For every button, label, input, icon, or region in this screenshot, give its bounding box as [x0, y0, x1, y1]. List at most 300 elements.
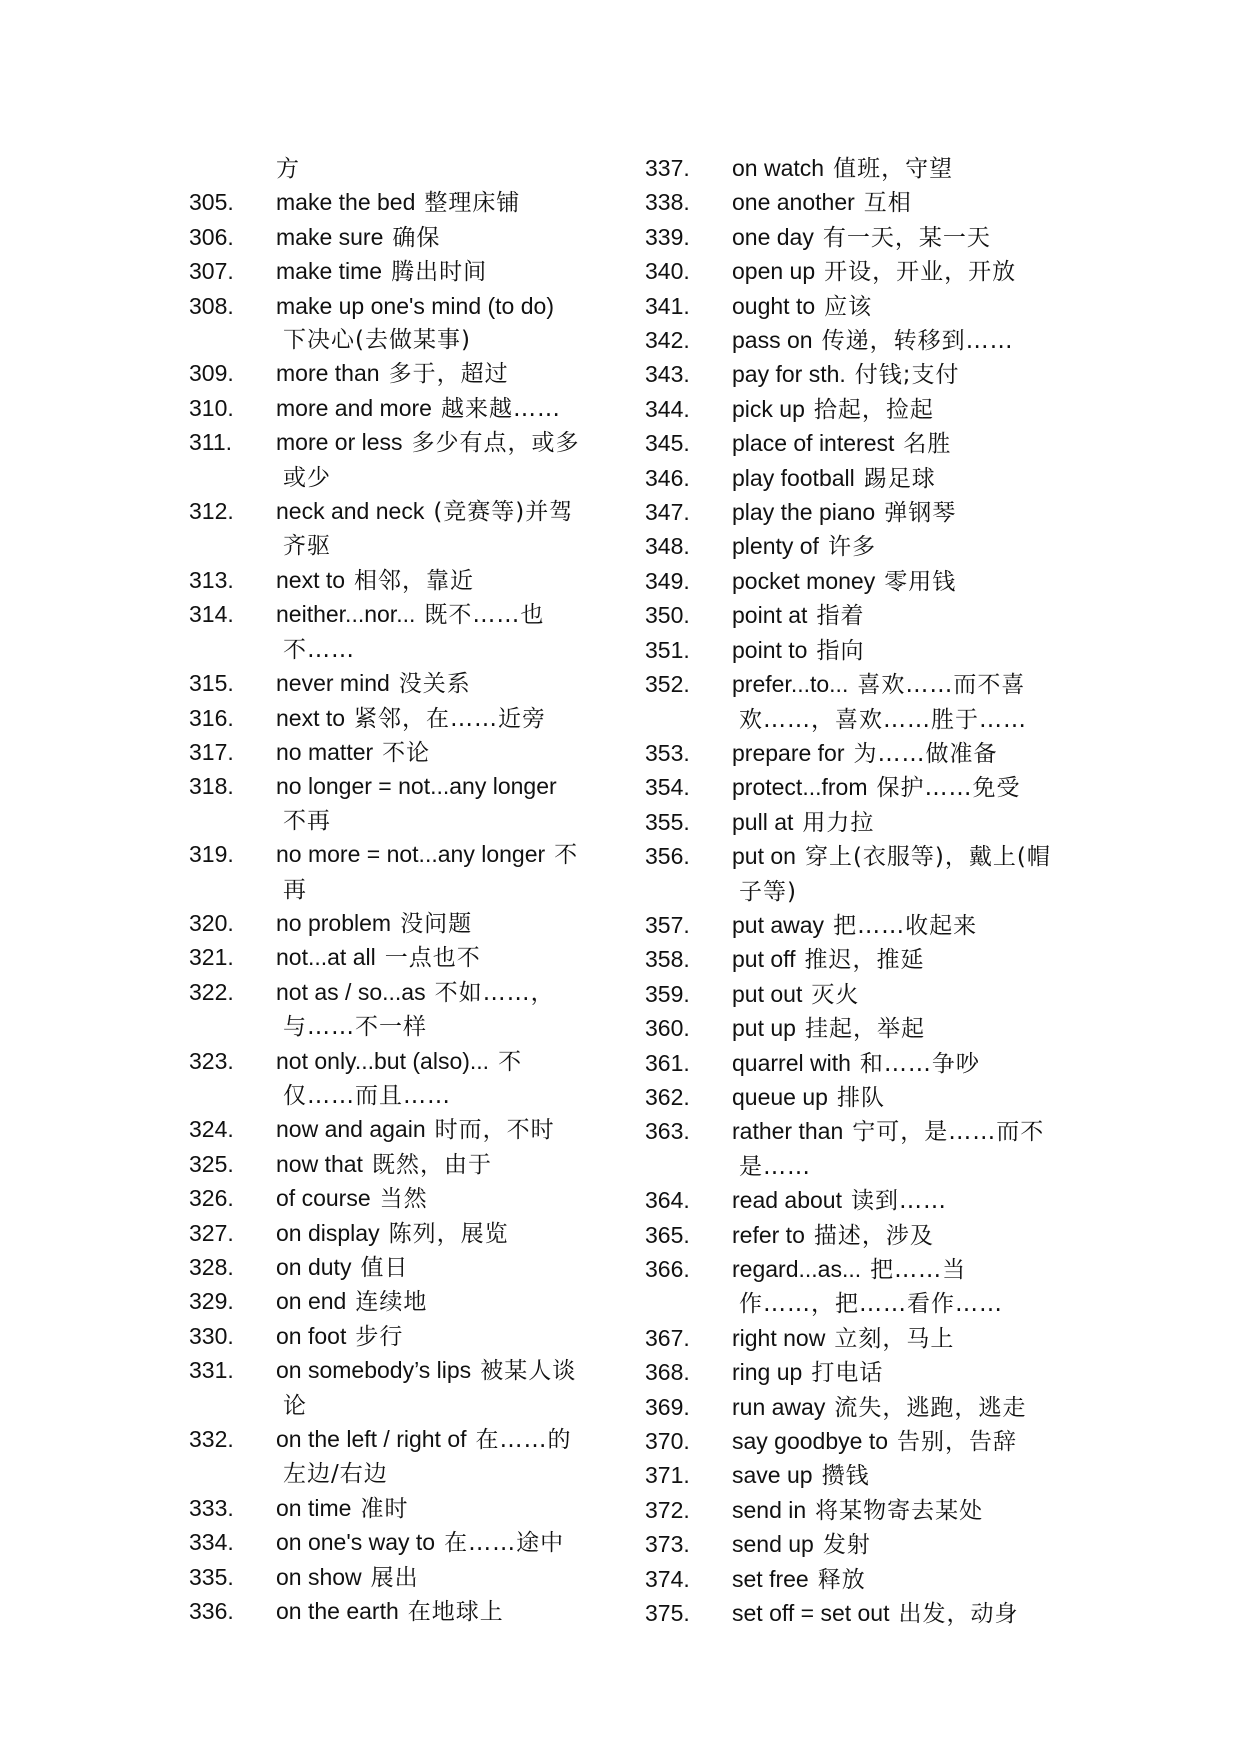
- chinese-meaning: 论: [283, 1392, 307, 1419]
- english-phrase: on foot: [276, 1322, 347, 1349]
- entry-line: [645, 427, 1085, 461]
- english-phrase: more or less: [276, 429, 403, 456]
- english-phrase: say goodbye to: [732, 1428, 889, 1455]
- entry-number: 340.: [645, 258, 690, 285]
- entry-line: [189, 495, 609, 529]
- chinese-meaning: 再: [283, 876, 307, 903]
- entry-line: [189, 736, 609, 770]
- chinese-meaning: 宁可，是……而不: [852, 1119, 1045, 1146]
- english-phrase: pick up: [732, 395, 805, 422]
- entry-line: [189, 255, 609, 289]
- phrase-entry: [645, 290, 1085, 324]
- entry-number: 348.: [645, 533, 690, 560]
- chinese-meaning: 准时: [360, 1495, 409, 1522]
- entry-continuation-line: [645, 1150, 1085, 1184]
- phrase-entry: [189, 1320, 609, 1354]
- english-phrase: read about: [732, 1187, 842, 1214]
- entry-number: 373.: [645, 1531, 690, 1558]
- phrase-entry: [189, 736, 609, 770]
- chinese-meaning: 既不……也: [424, 602, 545, 629]
- entry-line: [645, 1047, 1085, 1081]
- entry-line: [645, 1528, 1085, 1562]
- english-phrase: prepare for: [732, 739, 845, 766]
- entry-number: 368.: [645, 1359, 690, 1386]
- english-phrase: next to: [276, 704, 346, 731]
- entry-line: [189, 186, 609, 220]
- english-phrase: not as / so...as: [276, 978, 426, 1005]
- chinese-meaning: 陈列，展览: [388, 1220, 509, 1247]
- entry-line: [189, 598, 609, 632]
- entry-number: 358.: [645, 946, 690, 973]
- entry-line: [189, 1148, 609, 1182]
- chinese-meaning: 弹钢琴: [884, 500, 957, 527]
- entry-number: 329.: [189, 1288, 234, 1315]
- phrase-entry: [645, 668, 1085, 737]
- entry-number: 353.: [645, 739, 690, 766]
- entry-number: 339.: [645, 223, 690, 250]
- entry-line: [645, 943, 1085, 977]
- chinese-meaning: 子等): [739, 878, 797, 905]
- entry-line: [189, 1045, 609, 1079]
- phrase-entry: [645, 1081, 1085, 1115]
- chinese-meaning: 有一天，某一天: [822, 224, 991, 251]
- phrase-entry: [645, 462, 1085, 496]
- english-phrase: send up: [732, 1531, 814, 1558]
- phrase-entry: [645, 978, 1085, 1012]
- english-phrase: pass on: [732, 327, 813, 354]
- entry-number: 325.: [189, 1150, 234, 1177]
- entry-continuation-line: [189, 1010, 609, 1044]
- entry-number: 361.: [645, 1049, 690, 1076]
- phrase-entry: [645, 221, 1085, 255]
- entry-line: [189, 1595, 609, 1629]
- english-phrase: pocket money: [732, 567, 876, 594]
- phrase-entry: [645, 1356, 1085, 1390]
- entry-number: 334.: [189, 1529, 234, 1556]
- entry-line: [189, 357, 609, 391]
- entry-number: 341.: [645, 292, 690, 319]
- entry-continuation-line: [189, 323, 609, 357]
- entry-number: 305.: [189, 189, 234, 216]
- entry-line: [645, 358, 1085, 392]
- entry-line: [645, 1563, 1085, 1597]
- phrase-entry: [189, 1423, 609, 1492]
- chinese-meaning: 步行: [355, 1323, 404, 1350]
- entry-number: 336.: [189, 1598, 234, 1625]
- chinese-meaning: 推迟，推延: [804, 947, 925, 974]
- english-phrase: open up: [732, 258, 816, 285]
- chinese-meaning: 流失，逃跑，逃走: [834, 1394, 1027, 1421]
- entry-continuation-line: [645, 1287, 1085, 1321]
- chinese-meaning: 出发，动身: [898, 1601, 1019, 1628]
- phrase-entry: [189, 976, 609, 1045]
- entry-number: 359.: [645, 980, 690, 1007]
- entry-number: 332.: [189, 1426, 234, 1453]
- chinese-meaning: 越来越……: [440, 395, 561, 422]
- chinese-meaning: 把……收起来: [833, 912, 978, 939]
- entry-line: [645, 978, 1085, 1012]
- chinese-meaning: 紧邻，在……近旁: [354, 705, 547, 732]
- phrase-entry: [189, 1285, 609, 1319]
- entry-number: 311.: [189, 429, 233, 456]
- phrase-entry: [189, 1354, 609, 1423]
- phrase-entry: [189, 1561, 609, 1595]
- entry-line: [645, 840, 1085, 874]
- entry-line: [189, 426, 609, 460]
- entry-line: [645, 909, 1085, 943]
- english-phrase: set off = set out: [732, 1600, 890, 1627]
- phrase-entry: [645, 393, 1085, 427]
- chinese-meaning: 将某物寄去某处: [815, 1497, 984, 1524]
- english-phrase: on the earth: [276, 1598, 399, 1625]
- english-phrase: on time: [276, 1494, 352, 1521]
- phrase-entry: [189, 1148, 609, 1182]
- chinese-meaning: 整理床铺: [424, 190, 521, 217]
- entry-line: [645, 324, 1085, 358]
- phrase-entry: [189, 1492, 609, 1526]
- phrase-entry: [645, 840, 1085, 909]
- entry-line: [645, 1012, 1085, 1046]
- english-phrase: save up: [732, 1462, 813, 1489]
- entry-number: 346.: [645, 464, 690, 491]
- entry-line: [189, 1492, 609, 1526]
- english-phrase: one another: [732, 189, 855, 216]
- chinese-meaning: 一点也不: [384, 945, 481, 972]
- entry-number: 345.: [645, 430, 690, 457]
- english-phrase: on somebody’s lips: [276, 1357, 472, 1384]
- phrase-entry: [645, 152, 1085, 186]
- chinese-meaning: 用力拉: [802, 809, 875, 836]
- phrase-entry: [645, 599, 1085, 633]
- chinese-meaning: 挂起，举起: [804, 1016, 925, 1043]
- phrase-entry: [645, 1219, 1085, 1253]
- english-phrase: run away: [732, 1393, 826, 1420]
- entry-continuation-line: [189, 529, 609, 563]
- english-phrase: place of interest: [732, 430, 895, 457]
- chinese-meaning: 展出: [370, 1564, 419, 1591]
- entry-number: 337.: [645, 155, 690, 181]
- chinese-meaning: 释放: [817, 1566, 866, 1593]
- chinese-meaning: 不: [554, 842, 579, 869]
- entry-line: [645, 806, 1085, 840]
- entry-number: 313.: [189, 566, 234, 593]
- english-phrase: ring up: [732, 1359, 803, 1386]
- entry-line: [189, 152, 609, 186]
- english-phrase: neither...nor...: [276, 601, 416, 628]
- english-phrase: on watch: [732, 155, 825, 181]
- chinese-meaning: 值班，守望: [833, 156, 954, 182]
- chinese-meaning: 在地球上: [407, 1599, 504, 1626]
- entry-line: [645, 737, 1085, 771]
- phrase-entry: [645, 427, 1085, 461]
- entry-line: [189, 1526, 609, 1560]
- phrase-entry: [645, 737, 1085, 771]
- chinese-meaning: 付钱;支付: [854, 362, 960, 389]
- phrase-entry: [189, 1182, 609, 1216]
- chinese-meaning: 没问题: [400, 910, 473, 937]
- chinese-meaning: 拾起，捡起: [813, 396, 934, 423]
- phrase-entry: [645, 1115, 1085, 1184]
- english-phrase: ought to: [732, 292, 816, 319]
- english-phrase: plenty of: [732, 533, 819, 560]
- english-phrase: not...at all: [276, 944, 376, 971]
- english-phrase: put away: [732, 911, 825, 938]
- entry-number: 374.: [645, 1565, 690, 1592]
- entry-line: [645, 1597, 1085, 1631]
- english-phrase: put up: [732, 1015, 796, 1042]
- entry-continuation-line: [189, 873, 609, 907]
- entry-number: 322.: [189, 978, 234, 1005]
- entry-line: [645, 1115, 1085, 1149]
- chinese-meaning: 仅……而且……: [283, 1082, 451, 1109]
- chinese-meaning: 传递，转移到……: [821, 328, 1014, 355]
- phrase-entry: [645, 1459, 1085, 1493]
- english-phrase: put out: [732, 980, 803, 1007]
- entry-line: [645, 1184, 1085, 1218]
- phrase-entry: [645, 943, 1085, 977]
- chinese-meaning: 描述，涉及: [813, 1222, 934, 1249]
- english-phrase: on the left / right of: [276, 1426, 467, 1453]
- chinese-meaning: 和……争吵: [859, 1050, 980, 1077]
- chinese-meaning: 值日: [360, 1255, 409, 1281]
- chinese-meaning: 不……: [283, 636, 355, 663]
- english-phrase: make the bed: [276, 189, 416, 216]
- chinese-meaning: 立刻，马上: [834, 1325, 955, 1352]
- entry-number: 363.: [645, 1118, 690, 1145]
- english-phrase: now that: [276, 1150, 363, 1177]
- english-phrase: of course: [276, 1185, 371, 1212]
- entry-number: 360.: [645, 1015, 690, 1042]
- entry-continuation-line: [189, 633, 609, 667]
- entry-line: [189, 221, 609, 255]
- entry-number: 350.: [645, 602, 690, 629]
- english-phrase: on one's way to: [276, 1529, 436, 1556]
- entry-line: [645, 1459, 1085, 1493]
- chinese-meaning: 多少有点，或多: [411, 430, 580, 457]
- english-phrase: quarrel with: [732, 1049, 851, 1076]
- chinese-meaning: 当然: [379, 1186, 428, 1213]
- chinese-meaning: 零用钱: [884, 568, 957, 595]
- phrase-entry: [645, 496, 1085, 530]
- entry-number: 333.: [189, 1494, 234, 1521]
- chinese-meaning: 相邻，靠近: [354, 567, 475, 594]
- entry-line: [189, 1561, 609, 1595]
- english-phrase: more than: [276, 360, 380, 387]
- entry-number: 310.: [189, 394, 234, 421]
- english-phrase: put off: [732, 946, 796, 973]
- chinese-meaning: 欢……，喜欢……胜于……: [739, 706, 1027, 733]
- entry-continuation-line: [189, 1079, 609, 1113]
- entry-number: 356.: [645, 843, 690, 870]
- english-phrase: make up one's mind (to do): [276, 292, 554, 319]
- phrase-entry: [645, 1184, 1085, 1218]
- chinese-meaning: 没关系: [398, 671, 471, 698]
- entry-number: 315.: [189, 670, 234, 697]
- entry-number: 338.: [645, 189, 690, 216]
- phrase-entry: [189, 1526, 609, 1560]
- entry-line: [189, 564, 609, 598]
- entry-number: 312.: [189, 498, 234, 525]
- entry-number: 375.: [645, 1600, 690, 1627]
- phrase-entry: [645, 255, 1085, 289]
- chinese-meaning: 方: [276, 156, 300, 182]
- phrase-entry: [189, 941, 609, 975]
- entry-number: 317.: [189, 738, 234, 765]
- phrase-entry: [189, 598, 609, 667]
- phrase-entry: [645, 1012, 1085, 1046]
- entry-number: 342.: [645, 327, 690, 354]
- entry-number: 314.: [189, 601, 234, 628]
- entry-number: 357.: [645, 911, 690, 938]
- chinese-meaning: 腾出时间: [391, 259, 488, 286]
- english-phrase: on duty: [276, 1254, 352, 1280]
- entry-number: 318.: [189, 773, 234, 800]
- chinese-meaning: 时而，不时: [434, 1117, 555, 1144]
- entry-number: 328.: [189, 1254, 234, 1280]
- entry-line: [189, 392, 609, 426]
- chinese-meaning: 既然，由于: [371, 1151, 492, 1178]
- phrase-entry: [645, 565, 1085, 599]
- entry-line: [189, 1182, 609, 1216]
- phrase-entry: [645, 771, 1085, 805]
- english-phrase: refer to: [732, 1221, 805, 1248]
- entry-line: [189, 770, 609, 803]
- entry-number: 355.: [645, 808, 690, 835]
- phrase-entry: [645, 1425, 1085, 1459]
- english-phrase: on end: [276, 1288, 347, 1315]
- entry-number: 370.: [645, 1428, 690, 1455]
- entry-number: 321.: [189, 944, 234, 971]
- english-phrase: protect...from: [732, 774, 868, 801]
- entry-line: [189, 1217, 609, 1251]
- chinese-meaning: 喜欢……而不喜: [857, 672, 1026, 699]
- entry-number: 344.: [645, 395, 690, 422]
- entry-number: 354.: [645, 774, 690, 801]
- entry-continuation-line: [645, 703, 1085, 737]
- phrase-entry: [645, 1322, 1085, 1356]
- entry-number: 309.: [189, 360, 234, 387]
- chinese-meaning: 开设，开业，开放: [824, 259, 1017, 286]
- entry-line: [645, 1391, 1085, 1425]
- english-phrase: not only...but (also)...: [276, 1047, 490, 1074]
- entry-line: [645, 186, 1085, 220]
- chinese-meaning: 被某人谈: [480, 1358, 577, 1385]
- entry-line: [645, 255, 1085, 289]
- phrase-entry: [189, 495, 609, 564]
- english-phrase: regard...as...: [732, 1256, 862, 1282]
- phrase-entry: [189, 1217, 609, 1251]
- chinese-meaning: 确保: [392, 224, 441, 251]
- entry-line: [645, 1081, 1085, 1115]
- phrase-entry: [189, 564, 609, 598]
- phrase-entry: [645, 1253, 1085, 1322]
- phrase-entry: [189, 255, 609, 289]
- phrase-entry: [645, 1528, 1085, 1562]
- entry-number: 331.: [189, 1357, 234, 1384]
- phrase-entry: [189, 1251, 609, 1285]
- entry-number: 364.: [645, 1187, 690, 1214]
- phrase-entry: [189, 186, 609, 220]
- phrase-entry: [645, 530, 1085, 564]
- entry-line: [189, 290, 609, 323]
- phrase-entry: [645, 806, 1085, 840]
- phrase-entry: [189, 838, 609, 907]
- chinese-meaning: 不如……，: [434, 979, 555, 1006]
- phrase-entry: [189, 392, 609, 426]
- english-phrase: point to: [732, 636, 808, 663]
- entry-number: 324.: [189, 1116, 234, 1143]
- entry-number: 347.: [645, 499, 690, 526]
- entry-number: 319.: [189, 841, 234, 868]
- entry-line: [189, 1354, 609, 1388]
- entry-number: 362.: [645, 1083, 690, 1110]
- phrase-entry: [645, 634, 1085, 668]
- english-phrase: more and more: [276, 394, 432, 421]
- entry-line: [189, 1320, 609, 1354]
- english-phrase: play football: [732, 464, 855, 491]
- english-phrase: no longer = not...any longer: [276, 773, 557, 800]
- entry-number: 330.: [189, 1322, 234, 1349]
- chinese-meaning: 作……，把……看作……: [739, 1291, 1003, 1318]
- chinese-meaning: (竞赛等)并驾: [433, 499, 574, 526]
- entry-line: [645, 496, 1085, 530]
- english-phrase: send in: [732, 1496, 807, 1523]
- english-phrase: make time: [276, 258, 383, 285]
- english-phrase: now and again: [276, 1116, 426, 1143]
- chinese-meaning: 告别，告辞: [897, 1429, 1018, 1456]
- phrase-entry: [189, 907, 609, 941]
- phrase-entry: [189, 667, 609, 701]
- phrase-entry: [645, 358, 1085, 392]
- entry-number: 352.: [645, 671, 690, 698]
- english-phrase: never mind: [276, 670, 390, 697]
- chinese-meaning: 攒钱: [821, 1463, 870, 1490]
- chinese-meaning: 许多: [827, 534, 876, 561]
- entry-number: 307.: [189, 258, 234, 285]
- english-phrase: point at: [732, 602, 808, 629]
- entry-line: [645, 1322, 1085, 1356]
- entry-line: [645, 1219, 1085, 1253]
- chinese-meaning: 把……当: [870, 1257, 967, 1283]
- left-column: [189, 152, 609, 1629]
- entry-line: [189, 702, 609, 736]
- chinese-meaning: 穿上(衣服等)，戴上(帽: [804, 844, 1051, 871]
- chinese-meaning: 灭火: [811, 981, 860, 1008]
- entry-number: 326.: [189, 1185, 234, 1212]
- phrase-entry: [645, 1597, 1085, 1631]
- phrase-entry: [189, 357, 609, 391]
- english-phrase: on show: [276, 1563, 362, 1590]
- chinese-meaning: 发射: [822, 1532, 871, 1559]
- entry-line: [645, 530, 1085, 564]
- entry-line: [645, 1425, 1085, 1459]
- chinese-meaning: 在……的: [475, 1427, 572, 1454]
- english-phrase: pull at: [732, 808, 794, 835]
- right-column: [645, 152, 1085, 1631]
- entry-number: 327.: [189, 1219, 234, 1246]
- entry-line: [645, 221, 1085, 255]
- entry-number: 372.: [645, 1496, 690, 1523]
- phrase-entry: [189, 770, 609, 838]
- phrase-entry: [189, 221, 609, 255]
- chinese-meaning: 应该: [824, 293, 873, 320]
- phrase-entry: [189, 702, 609, 736]
- english-phrase: no problem: [276, 909, 392, 936]
- entry-line: [645, 565, 1085, 599]
- phrase-entry: [645, 1391, 1085, 1425]
- english-phrase: put on: [732, 843, 796, 870]
- chinese-meaning: 齐驱: [283, 533, 331, 560]
